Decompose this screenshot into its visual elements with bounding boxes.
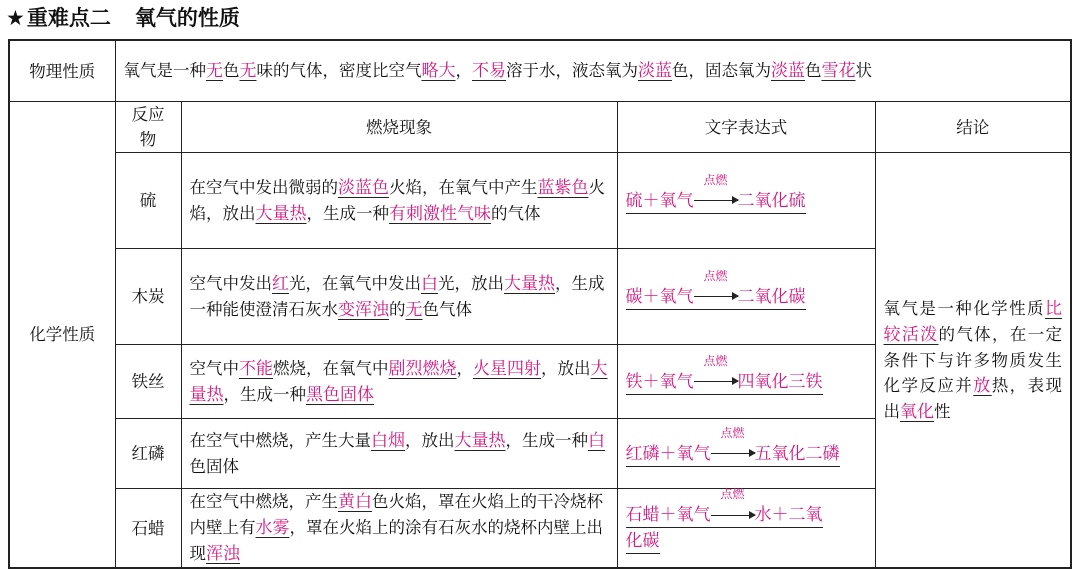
phenomenon-text [190,178,606,223]
word-equation [625,268,806,310]
answer-text: 白 [588,431,605,451]
arrow-icon [711,425,755,466]
condition-label: 点燃 [703,268,728,283]
body-text: ， [455,61,472,80]
body-text: ，生成一种 [505,431,588,450]
body-text: 光，在氧气中发出 [289,273,421,293]
oxygen-properties-table [8,39,1072,569]
answer-text: 浑浊 [206,544,240,564]
body-text: ，罩在火焰上的涂有石灰水的烧杯内壁上出现 [189,518,603,563]
equation-left: 铁＋氧气 [625,371,694,392]
word-equation-continued: 化碳 [626,529,660,554]
body-text: 色气体 [422,299,472,319]
row-sulfur [9,153,1071,249]
answer-text: 无 [206,61,223,81]
answer-text: 雪花 [821,61,856,81]
answer-text: 变浑浊 [338,299,389,320]
answer-text: 无 [239,61,257,81]
answer-text: 蓝紫色 [537,177,589,198]
equation-right: 二氧化硫 [737,190,806,211]
equation-left: 红磷＋氧气 [625,443,711,464]
word-equation [625,172,806,214]
body-text: 色固体 [189,457,239,476]
physical-text [115,40,1071,102]
body-text: 性 [934,401,951,421]
equation-right: 二氧化碳 [737,286,806,307]
body-text: 空气中 [189,358,239,378]
answer-text: 大量热 [189,358,608,405]
word-equation [625,425,840,467]
body-text: 燃烧，在氧气中 [273,358,389,378]
phenomenon-text [190,359,608,404]
phenomenon-text [190,274,605,319]
answer-text: 比较活泼 [883,298,1062,345]
phenomenon-cell [181,419,617,489]
body-text: 在空气中燃烧，产生 [189,492,338,511]
phenomenon-cell [181,153,617,249]
answer-text: 淡蓝 [638,61,672,81]
body-text: 味的气体，密度比空气 [256,61,422,80]
phenomenon-cell [181,489,617,569]
reactant-cell: 铁丝 [115,345,181,419]
reactant-cell: 木炭 [115,249,181,345]
equation-cell [617,249,875,345]
body-text: 氧气是一种化学性质 [883,298,1045,318]
answer-text: 无 [405,299,423,320]
chemical-header-row [9,102,1071,153]
equation-right: 四氧化三铁 [737,371,823,392]
answer-text: 黑色固体 [306,384,374,405]
reactant-cell: 硫 [115,153,181,249]
conclusion-text [884,299,1063,421]
body-text: 色 [223,61,240,80]
body-text: 火焰，放出 [189,177,605,223]
body-text: 状 [855,61,872,80]
equation-cell [617,489,875,569]
answer-text: 水雾 [255,518,290,538]
answer-text: 放 [973,375,992,396]
equation-cell [617,419,875,489]
arrow-icon [694,353,738,394]
answer-text: 大量热 [504,273,555,294]
body-text: 的气体，在一定条件下与许多物质发生化学反应并 [883,324,1063,395]
body-text: 在空气中燃烧，产生大量 [189,431,371,450]
star-icon: ★ [6,6,25,30]
answer-text: 剧烈燃烧 [388,358,457,379]
body-text: 的 [389,299,406,319]
chemical-label: 化学性质 [9,102,115,569]
physical-label: 物理性质 [9,40,115,102]
equation-left: 碳＋氧气 [625,286,694,307]
answer-text: 淡蓝 [771,61,805,81]
body-text: 光，放出 [438,273,504,293]
body-text: 在空气中发出微弱的 [189,177,338,197]
answer-text: 大量热 [454,431,506,451]
phenomenon-text [190,431,606,476]
body-text: 热，表现出 [883,375,1063,421]
answer-text: 不能 [239,358,273,379]
condition-label: 点燃 [703,353,728,368]
section-title [6,3,240,33]
physical-properties-row [9,40,1071,102]
answer-text: 白烟 [371,431,405,451]
reactant-cell: 石蜡 [115,489,181,569]
topic-label: 氧气的性质 [134,6,240,30]
phenomenon-text [190,492,604,563]
equation-cell [617,153,875,249]
body-text: ，生成一种能使澄清石灰水 [189,273,605,319]
conclusion-cell [875,153,1071,569]
header-conclusion: 结论 [875,102,1071,153]
physical-sentence [124,61,873,80]
equation-left: 硫＋氧气 [625,190,694,211]
answer-text: 有刺激性气味 [389,203,491,224]
answer-text: 白 [421,273,438,294]
body-text: ，生成一种 [223,384,306,404]
answer-text: 不易 [472,61,506,81]
body-text: ，生成一种 [306,203,389,223]
body-text: ，放出 [405,431,455,450]
answer-text: 略大 [421,61,456,81]
phenomenon-cell [181,249,617,345]
reactant-cell: 红磷 [115,419,181,489]
arrow-icon [694,172,738,213]
body-text: 色，固态氧为 [672,61,771,80]
body-text: ， [456,358,473,378]
equation-left: 石蜡＋氧气 [625,505,711,525]
body-text: 色 [805,61,822,80]
answer-text: 红 [272,273,289,294]
answer-text: 淡蓝色 [338,177,389,198]
answer-text: 黄白 [338,492,372,512]
condition-label: 点燃 [720,487,745,501]
phenomenon-cell [181,345,617,419]
body-text: 色火焰，罩在火焰上的干冷烧杯内壁上有 [189,492,603,537]
equation-cell [617,345,875,419]
answer-text: 氧化 [900,401,934,422]
header-phenomenon: 燃烧现象 [181,102,617,153]
body-text: 溶于水，液态氧为 [506,61,638,80]
arrow-icon [694,268,738,309]
word-equation [625,487,823,528]
body-text: ，放出 [541,358,591,378]
equation-right: 五氧化二磷 [754,443,840,464]
condition-label: 点燃 [720,425,745,440]
answer-text: 火星四射 [473,358,541,379]
body-text: 氧气是一种 [123,61,206,80]
condition-label: 点燃 [703,172,728,187]
answer-text: 大量热 [255,203,307,224]
body-text: 火焰，在氧气中产生 [389,177,538,197]
arrow-icon [711,487,755,527]
word-equation [625,353,823,395]
body-text: 的气体 [491,203,541,223]
body-text: 空气中发出 [189,273,272,293]
section-label: 重难点二 [26,6,111,30]
header-equation: 文字表达式 [617,102,875,153]
header-reactant: 反应物 [115,102,181,153]
equation-right: 水＋二氧 [754,505,823,525]
